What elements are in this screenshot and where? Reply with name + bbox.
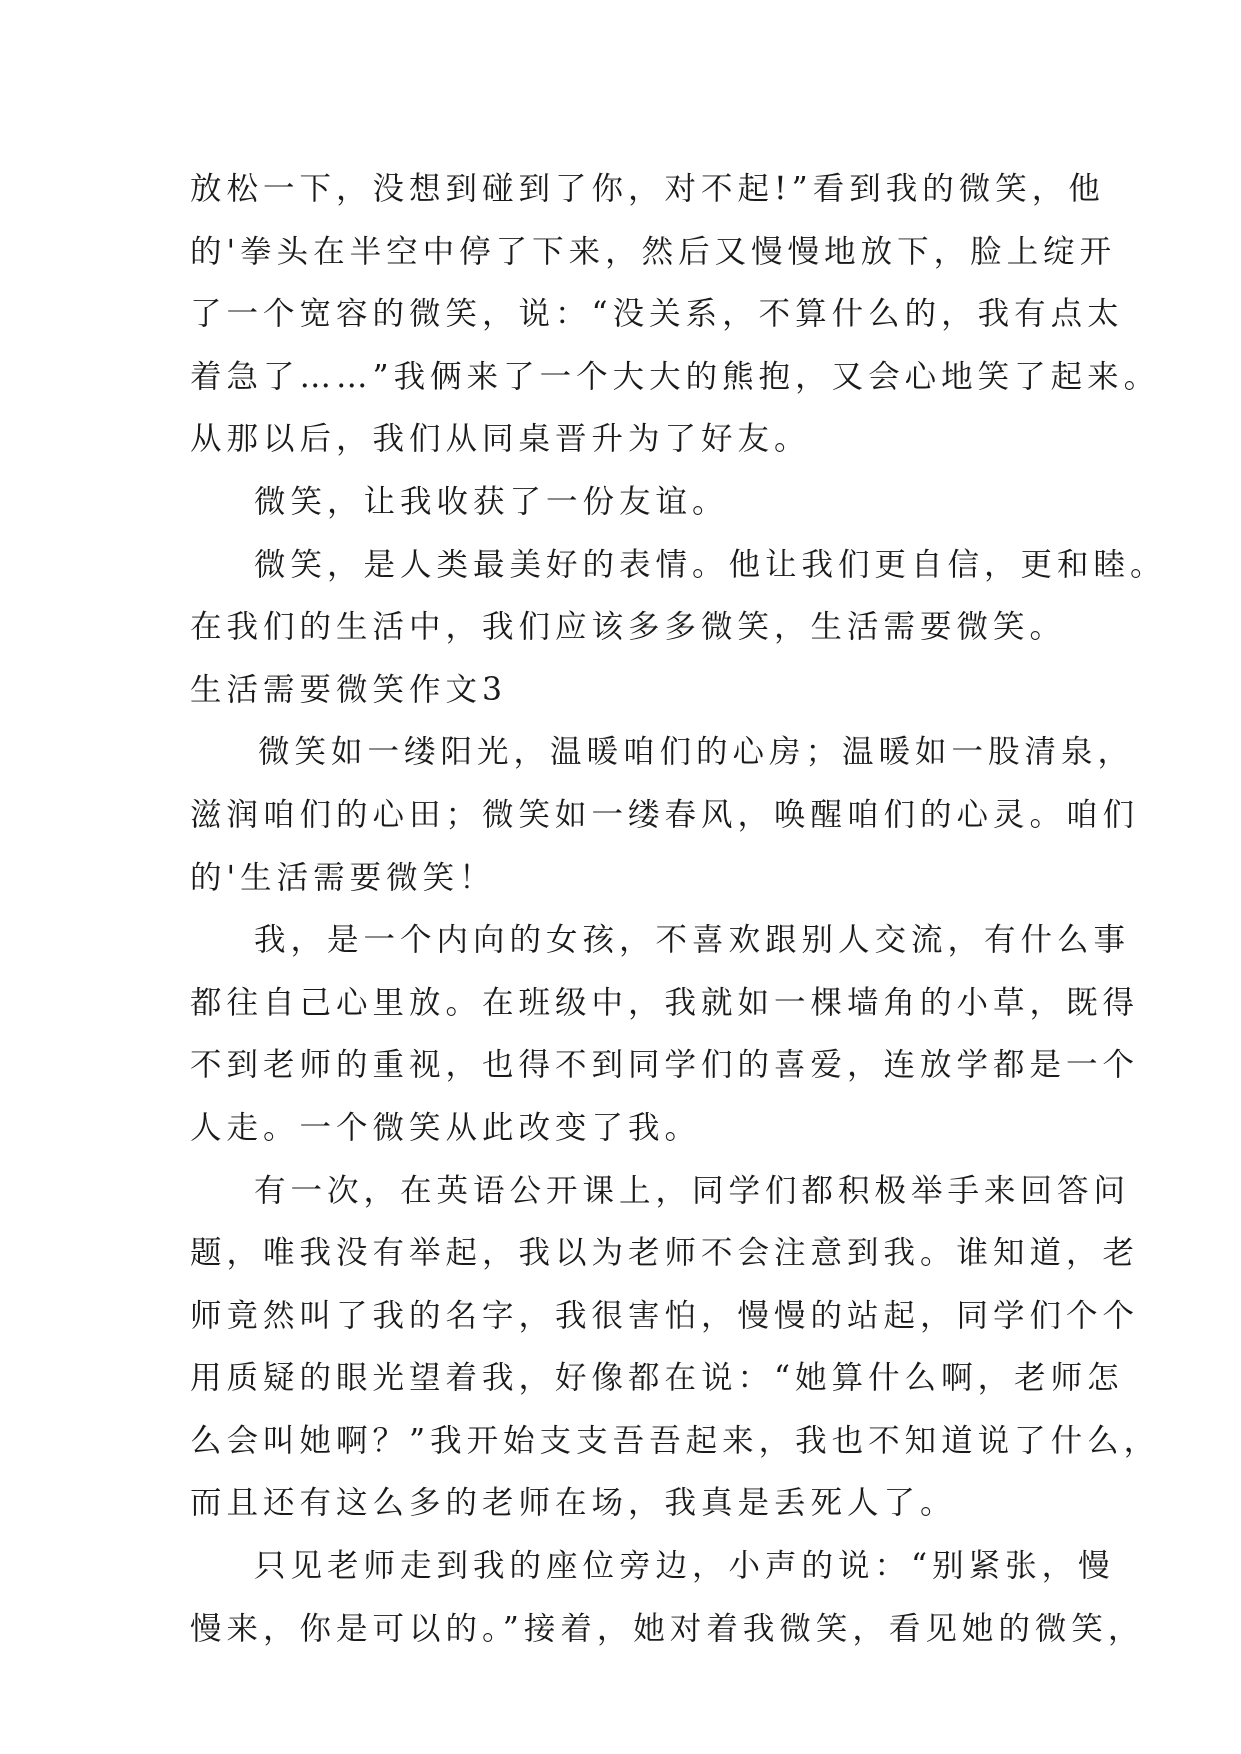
text-line: 人走。一个微笑从此改变了我。 bbox=[190, 1109, 702, 1146]
text-line: 而且还有这么多的老师在场，我真是丢死人了。 bbox=[190, 1485, 957, 1522]
text-line: 有一次，在英语公开课上，同学们都积极举手来回答问 bbox=[254, 1172, 1131, 1209]
text-line: 师竟然叫了我的名字，我很害怕，慢慢的站起，同学们个个 bbox=[190, 1297, 1140, 1334]
text-line: 慢来，你是可以的。”接着，她对着我微笑，看见她的微笑， bbox=[190, 1610, 1145, 1647]
text-line: 微笑，是人类最美好的表情。他让我们更自信，更和睦。 bbox=[254, 546, 1167, 583]
text-line: 微笑，让我收获了一份友谊。 bbox=[254, 483, 729, 520]
text-line: 放松一下，没想到碰到了你，对不起!”看到我的微笑，他 bbox=[190, 171, 1105, 207]
text-line: 我，是一个内向的女孩，不喜欢跟别人交流，有什么事 bbox=[254, 922, 1131, 959]
section-heading: 生活需要微笑作文3 bbox=[190, 671, 508, 708]
text-line: 只见老师走到我的座位旁边，小声的说：“别紧张，慢 bbox=[254, 1548, 1115, 1585]
text-line: 滋润咱们的心田；微笑如一缕春风，唤醒咱们的心灵。咱们 bbox=[190, 796, 1140, 833]
text-line: 用质疑的眼光望着我，好像都在说：“她算什么啊，老师怎 bbox=[190, 1360, 1124, 1397]
text-line: 题，唯我没有举起，我以为老师不会注意到我。谁知道，老 bbox=[190, 1235, 1140, 1272]
text-line: 微笑如一缕阳光，温暖咱们的心房；温暖如一股清泉， bbox=[258, 734, 1135, 771]
text-line: 了一个宽容的微笑，说：“没关系，不算什么的，我有点太 bbox=[190, 296, 1124, 333]
text-line: 的'生活需要微笑！ bbox=[190, 859, 496, 896]
text-line: 么会叫她啊？”我开始支支吾吾起来，我也不知道说了什么， bbox=[190, 1422, 1161, 1459]
text-line: 不到老师的重视，也得不到同学们的喜爱，连放学都是一个 bbox=[190, 1047, 1140, 1084]
text-line: 都往自己心里放。在班级中，我就如一棵墙角的小草，既得 bbox=[190, 984, 1140, 1021]
text-line: 着急了……”我俩来了一个大大的熊抱，又会心地笑了起来。 bbox=[190, 358, 1161, 395]
essay-body bbox=[190, 158, 1167, 1660]
text-line: 的'拳头在半空中停了下来，然后又慢慢地放下，脸上绽开 bbox=[190, 233, 1117, 270]
text-line: 在我们的生活中，我们应该多多微笑，生活需要微笑。 bbox=[190, 609, 1067, 646]
text-line: 从那以后，我们从同桌晋升为了好友。 bbox=[190, 421, 811, 458]
